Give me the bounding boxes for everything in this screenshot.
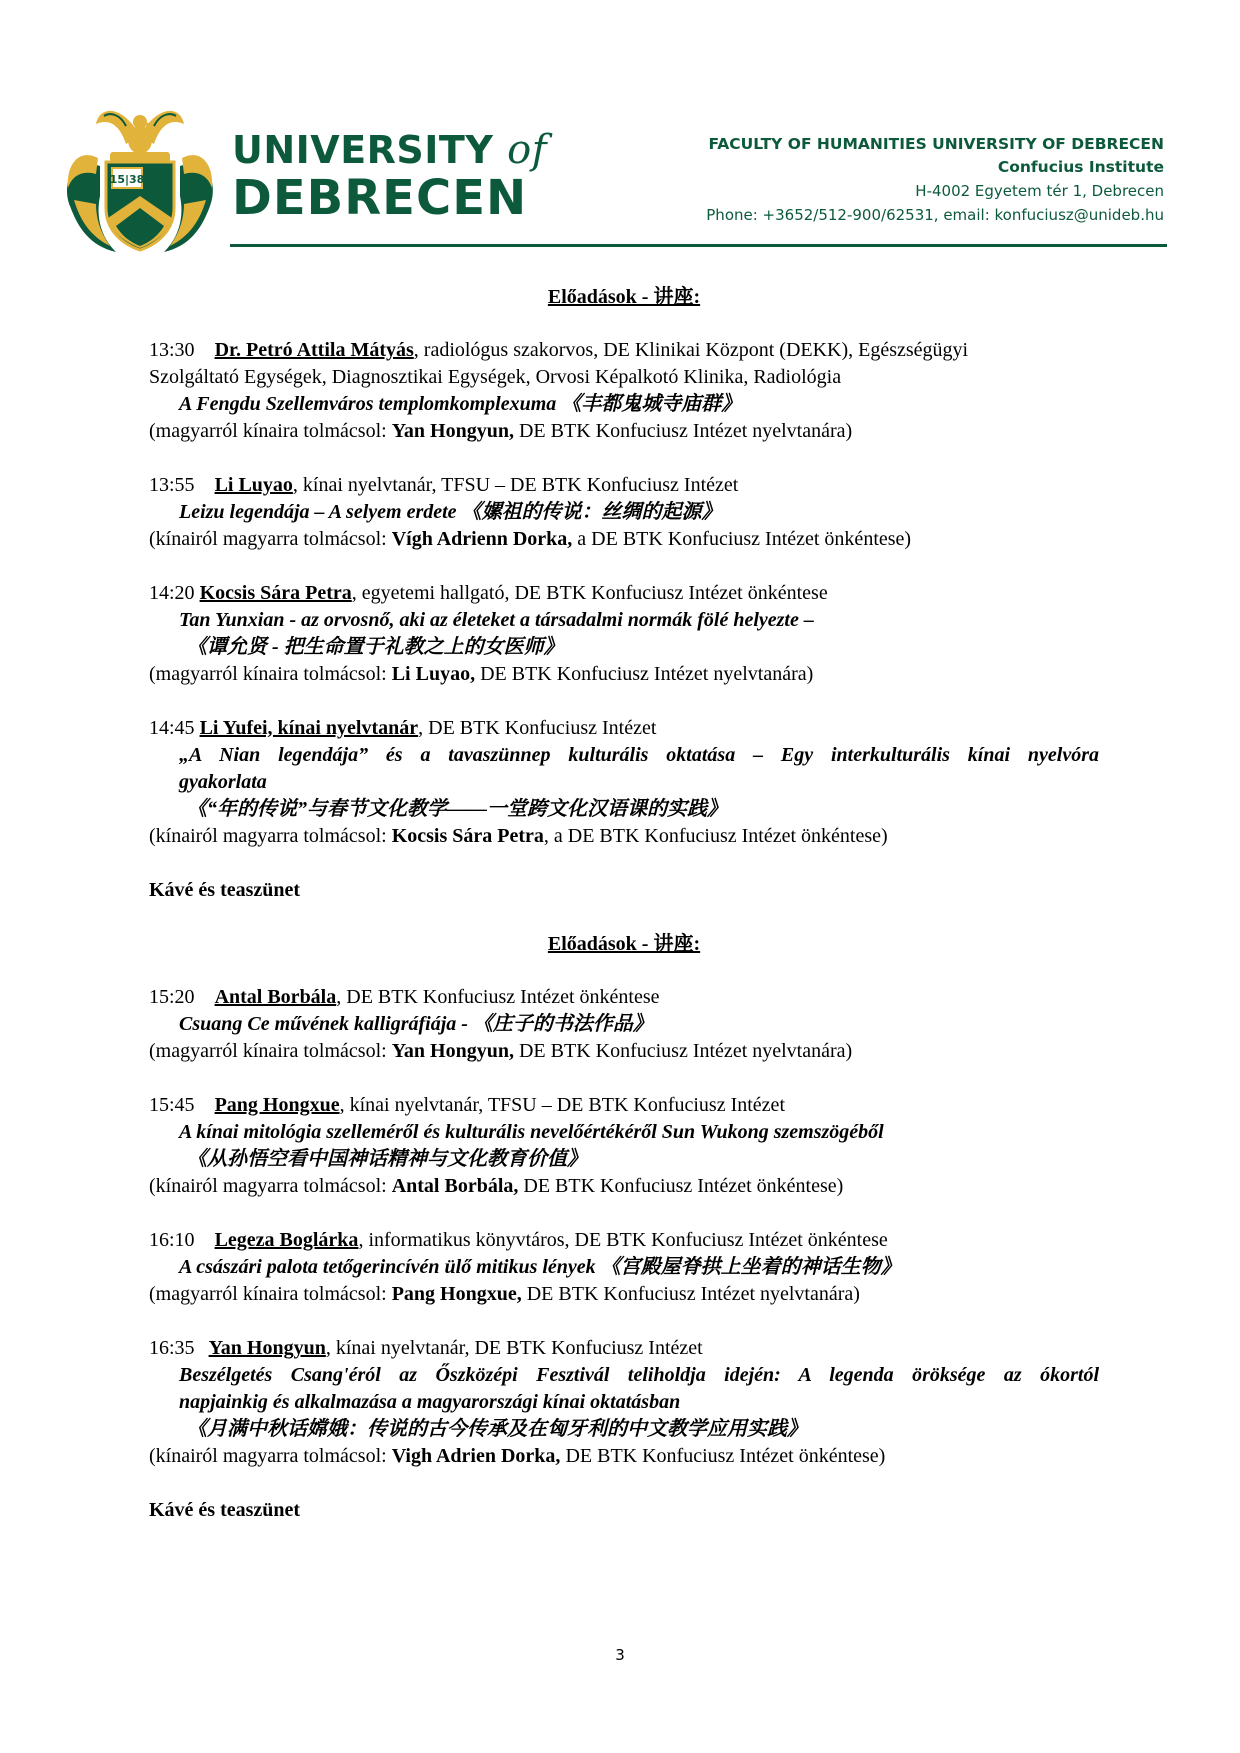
talk-title-chinese: 《从孙悟空看中国神话精神与文化教育价值》 xyxy=(187,1148,587,1170)
talk-time: 13:55 xyxy=(149,474,195,496)
talk-title-chinese: 《“年的传说”与春节文化教学——一堂跨文化汉语课的实践》 xyxy=(187,798,727,820)
talk-affiliation: , egyetemi hallgató, DE BTK Konfuciusz Intézet önkéntese xyxy=(351,582,828,604)
talk-interpreter xyxy=(149,1281,1099,1308)
interp-name: Yan Hongyun, xyxy=(391,420,514,442)
talk-item xyxy=(149,1335,1099,1470)
crest-year-text: 15|38 xyxy=(109,173,145,186)
talk-interpreter xyxy=(149,1038,1099,1065)
coffee-break: Kávé és teaszünet xyxy=(149,1499,301,1521)
talk-title: Csuang Ce művének kalligráfiája - 《庄子的书法作品》 xyxy=(179,1013,653,1035)
interp-prefix: (magyarról kínaira tolmácsol: xyxy=(149,420,392,442)
talk-speaker: Antal Borbála xyxy=(214,986,337,1008)
talk-time: 14:20 xyxy=(149,582,195,604)
interp-suffix: DE BTK Konfuciusz Intézet nyelvtanára) xyxy=(513,1040,853,1062)
interp-suffix: a DE BTK Konfuciusz Intézet önkéntese) xyxy=(572,528,912,550)
contact-info: Phone: +3652/512-900/62531, email: konfuciusz@unideb.hu xyxy=(706,206,1164,224)
talk-header xyxy=(149,580,1099,607)
talk-header xyxy=(149,715,1099,742)
talk-affiliation: , kínai nyelvtanár, TFSU – DE BTK Konfuciusz Intézet xyxy=(339,1094,785,1116)
talk-speaker: Pang Hongxue xyxy=(214,1094,340,1116)
interp-suffix: DE BTK Konfuciusz Intézet nyelvtanára) xyxy=(513,420,853,442)
talk-title: A kínai mitológia szelleméről és kulturális nevelőértékéről Sun Wukong szemszögéből xyxy=(179,1121,884,1143)
talk-interpreter xyxy=(149,526,1099,553)
talk-item xyxy=(149,715,1099,850)
interp-suffix: , a DE BTK Konfuciusz Intézet önkéntese) xyxy=(543,825,888,847)
talk-item xyxy=(149,580,1099,688)
university-logo xyxy=(60,96,547,254)
talk-title: A Fengdu Szellemváros templomkomplexuma 《丰都鬼城寺庙群》 xyxy=(179,393,742,415)
talk-header xyxy=(149,984,1099,1011)
talk-title: „A Nian legendája” és a tavaszünnep kulturális oktatása – Egy interkulturális kínai nyelvóra xyxy=(179,744,1099,766)
interp-prefix: (kínairól magyarra tolmácsol: xyxy=(149,825,392,847)
interp-suffix: DE BTK Konfuciusz Intézet önkéntese) xyxy=(518,1175,844,1197)
talk-speaker: Yan Hongyun xyxy=(208,1337,326,1359)
talk-header xyxy=(149,337,1099,364)
talk-title-cont: gyakorlata xyxy=(179,771,267,793)
talk-header xyxy=(149,1092,1099,1119)
interp-name: Vigh Adrien Dorka, xyxy=(391,1445,561,1467)
interp-name: Kocsis Sára Petra xyxy=(391,825,544,847)
talk-speaker: Legeza Boglárka xyxy=(214,1229,359,1251)
talk-interpreter xyxy=(149,661,1099,688)
talk-affiliation: , radiológus szakorvos, DE Klinikai Központ (DEKK), Egészségügyi xyxy=(413,339,969,361)
wordmark xyxy=(232,127,547,226)
talk-interpreter xyxy=(149,418,1099,445)
talk-item xyxy=(149,984,1099,1065)
talk-interpreter xyxy=(149,1443,1099,1470)
interp-name: Yan Hongyun, xyxy=(391,1040,514,1062)
wordmark-university: UNIVERSITY xyxy=(232,128,494,172)
interp-name: Antal Borbála, xyxy=(391,1175,519,1197)
section-title: Előadások - 讲座: xyxy=(547,286,701,308)
talk-title: A császári palota tetőgerincívén ülő mitikus lények 《宫殿屋脊拱上坐着的神话生物》 xyxy=(179,1256,901,1278)
talk-interpreter xyxy=(149,823,1099,850)
talk-header xyxy=(149,1335,1099,1362)
section-title: Előadások - 讲座: xyxy=(547,933,701,955)
talk-title-chinese: 《月满中秋话嫦娥：传说的古今传承及在匈牙利的中文教学应用实践》 xyxy=(187,1418,807,1440)
interp-prefix: (magyarról kínaira tolmácsol: xyxy=(149,663,392,685)
talk-speaker: Li Luyao xyxy=(214,474,293,496)
talk-title: Tan Yunxian - az orvosnő, aki az életeket a társadalmi normák fölé helyezte – xyxy=(179,609,814,631)
talk-item xyxy=(149,472,1099,553)
faculty-name: FACULTY OF HUMANITIES UNIVERSITY OF DEBRECEN xyxy=(708,135,1164,153)
interp-prefix: (kínairól magyarra tolmácsol: xyxy=(149,1175,392,1197)
interp-name: Vígh Adrienn Dorka, xyxy=(391,528,573,550)
talk-time: 13:30 xyxy=(149,339,195,361)
talk-time: 15:20 xyxy=(149,986,195,1008)
talk-speaker: Li Yufei, kínai nyelvtanár xyxy=(199,717,419,739)
talk-speaker: Kocsis Sára Petra xyxy=(199,582,352,604)
header-contact-block xyxy=(706,133,1164,227)
interp-prefix: (magyarról kínaira tolmácsol: xyxy=(149,1040,392,1062)
talk-affiliation: , kínai nyelvtanár, TFSU – DE BTK Konfuciusz Intézet xyxy=(292,474,739,496)
interp-suffix: DE BTK Konfuciusz Intézet önkéntese) xyxy=(560,1445,886,1467)
talk-title-cont: napjainkig és alkalmazása a magyarországi kínai oktatásban xyxy=(179,1391,681,1413)
talk-affiliation: , DE BTK Konfuciusz Intézet önkéntese xyxy=(336,986,660,1008)
page-number: 3 xyxy=(615,1646,625,1664)
talk-interpreter xyxy=(149,1173,1099,1200)
talk-item xyxy=(149,1227,1099,1308)
talk-time: 16:10 xyxy=(149,1229,195,1251)
talk-time: 14:45 xyxy=(149,717,195,739)
talk-time: 15:45 xyxy=(149,1094,195,1116)
address: H-4002 Egyetem tér 1, Debrecen xyxy=(915,182,1164,200)
interp-name: Li Luyao, xyxy=(391,663,476,685)
talk-affiliation: , DE BTK Konfuciusz Intézet xyxy=(418,717,657,739)
talk-item xyxy=(149,337,1099,445)
talk-affiliation-cont: Szolgáltató Egységek, Diagnosztikai Egységek, Orvosi Képalkotó Klinika, Radiológia xyxy=(149,366,842,388)
interp-prefix: (magyarról kínaira tolmácsol: xyxy=(149,1283,392,1305)
talk-speaker: Dr. Petró Attila Mátyás xyxy=(214,339,414,361)
interp-prefix: (kínairól magyarra tolmácsol: xyxy=(149,1445,392,1467)
header-divider xyxy=(230,244,1167,247)
talk-header xyxy=(149,472,1099,499)
coffee-break: Kávé és teaszünet xyxy=(149,879,301,901)
talk-time: 16:35 xyxy=(149,1337,195,1359)
talk-item xyxy=(149,1092,1099,1200)
wordmark-line2: DEBRECEN xyxy=(232,170,528,226)
talk-title: Beszélgetés Csang'éról az Őszközépi Fesztivál teliholdja idején: A legenda öröksége az ókortól xyxy=(179,1364,1099,1386)
talk-title-chinese: 《谭允贤 - 把生命置于礼教之上的女医师》 xyxy=(187,636,564,658)
talk-affiliation: , kínai nyelvtanár, DE BTK Konfuciusz Intézet xyxy=(325,1337,703,1359)
crest-icon xyxy=(60,96,220,254)
wordmark-line1 xyxy=(232,127,547,173)
interp-name: Pang Hongxue, xyxy=(391,1283,522,1305)
wordmark-of: of xyxy=(507,127,547,173)
talk-title: Leizu legendája – A selyem erdete 《嫘祖的传说：丝绸的起源》 xyxy=(179,501,722,523)
interp-suffix: DE BTK Konfuciusz Intézet nyelvtanára) xyxy=(521,1283,860,1305)
interp-suffix: DE BTK Konfuciusz Intézet nyelvtanára) xyxy=(475,663,814,685)
institute-name: Confucius Institute xyxy=(997,158,1164,176)
talk-affiliation: , informatikus könyvtáros, DE BTK Konfuciusz Intézet önkéntese xyxy=(358,1229,888,1251)
interp-prefix: (kínairól magyarra tolmácsol: xyxy=(149,528,392,550)
programme-content xyxy=(149,284,1099,1551)
talk-header xyxy=(149,1227,1099,1254)
